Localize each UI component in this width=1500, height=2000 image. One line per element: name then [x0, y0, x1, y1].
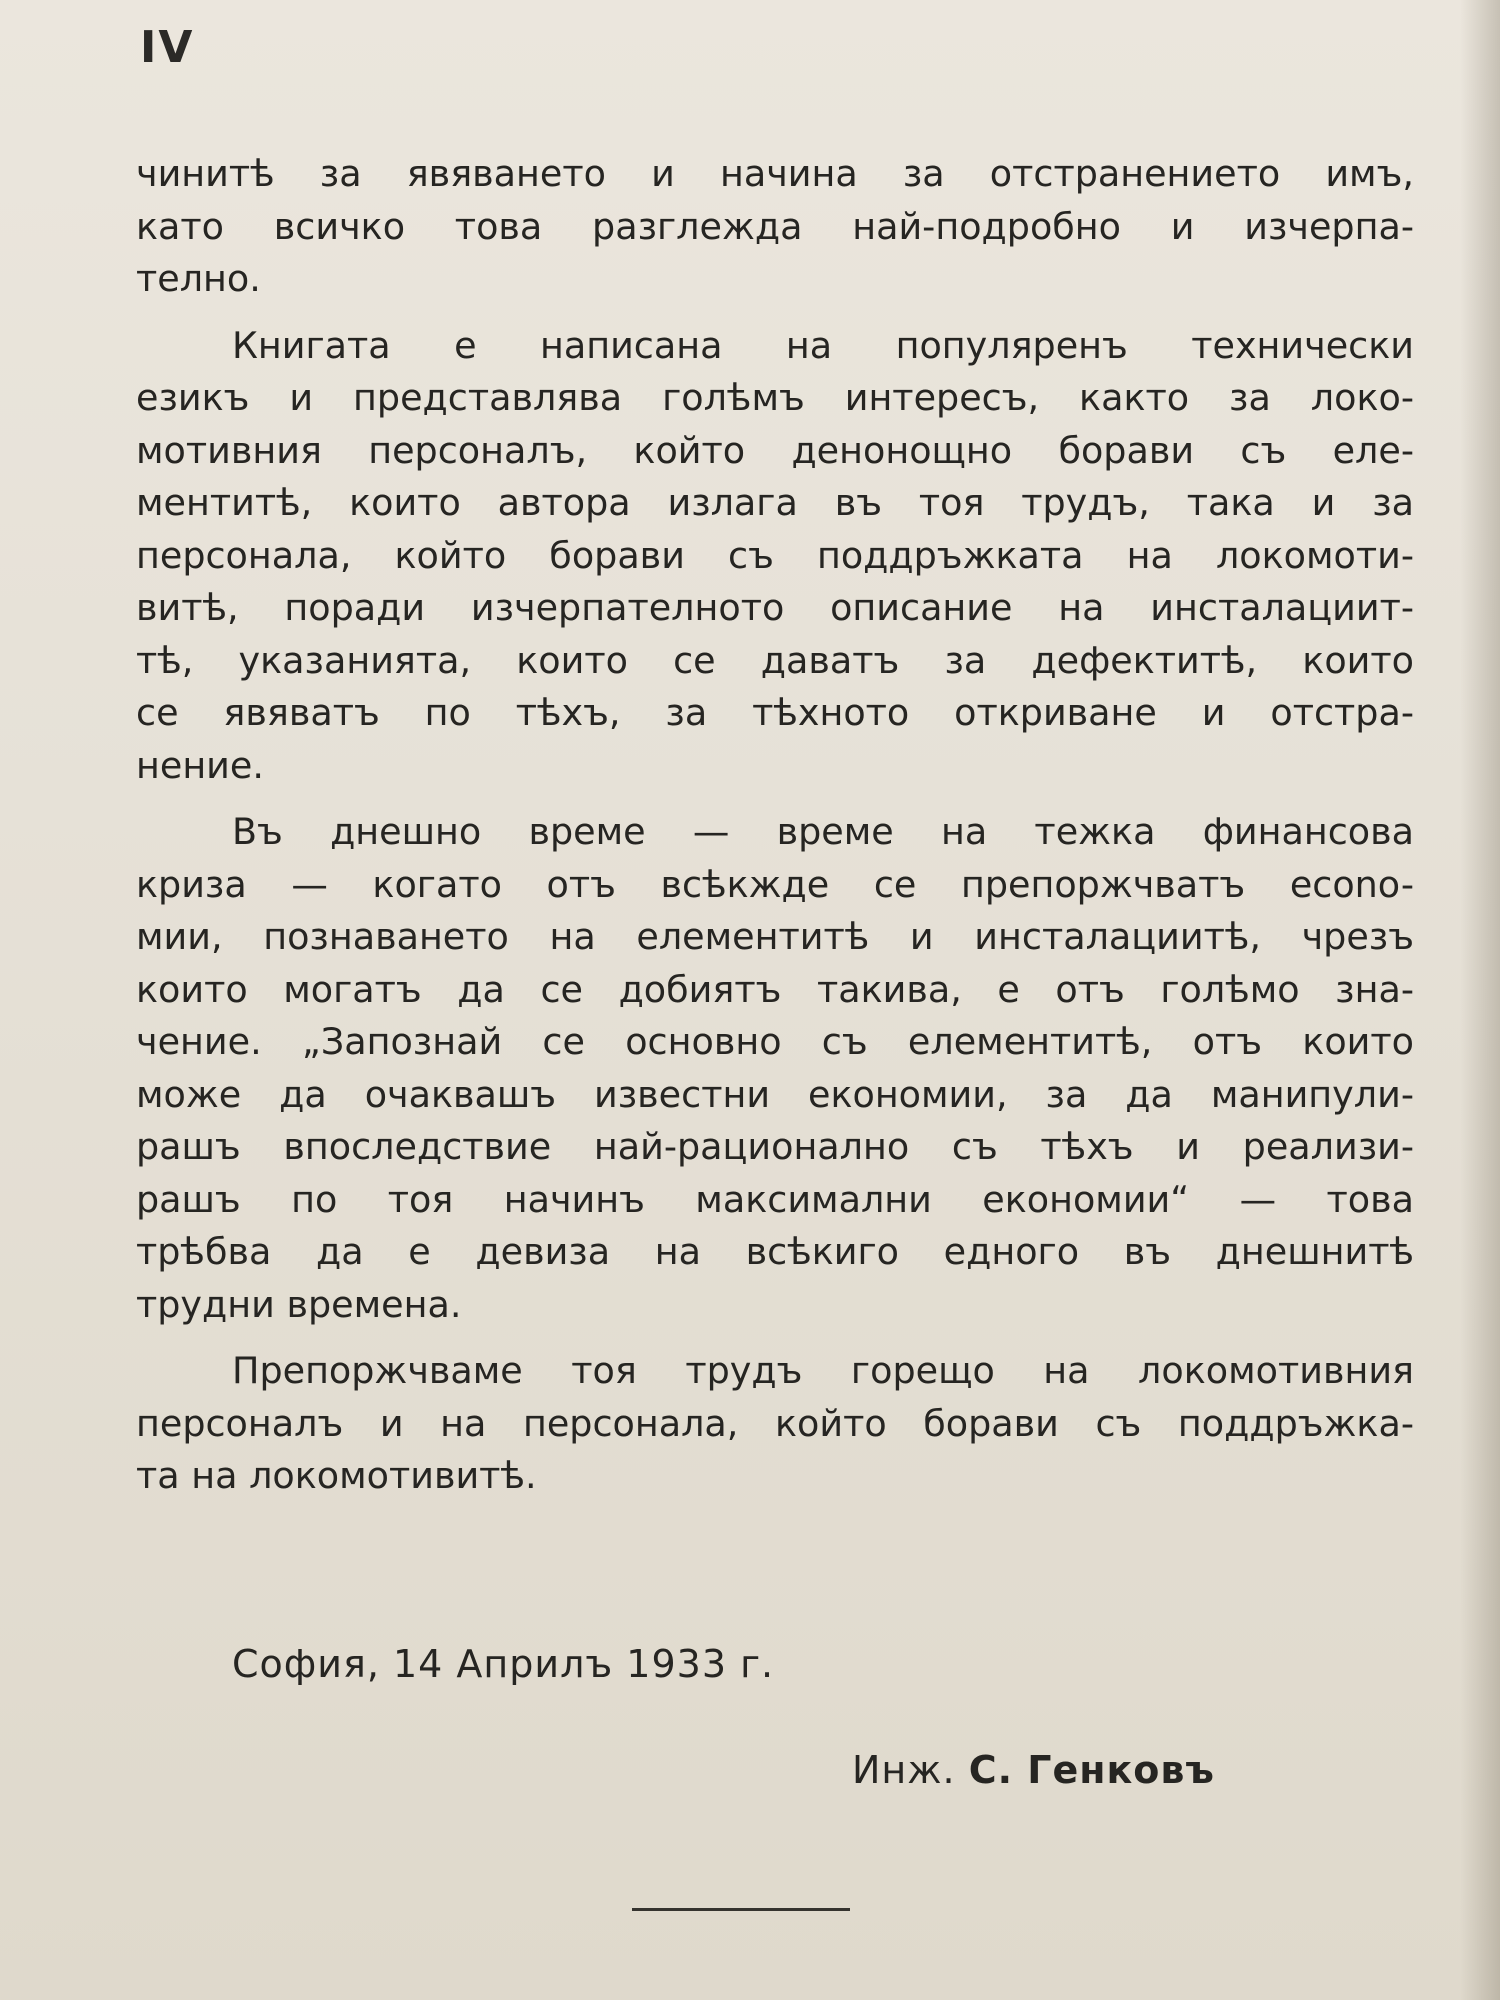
- closing-rule: [632, 1908, 850, 1911]
- text-line: персонала, който борави съ поддръжката на локомоти-: [136, 533, 1414, 577]
- paragraph: [136, 320, 1414, 793]
- signature-prefix: Инж.: [852, 1748, 956, 1792]
- text-line: трѣбва да е девиза на всѣкиго едного въ днешнитѣ: [136, 1230, 1414, 1273]
- paragraph-gap: [136, 306, 1414, 320]
- text-line: рашъ по тоя начинъ максимални економии“ — това: [136, 1177, 1414, 1221]
- signature-name: С. Генковъ: [968, 1748, 1215, 1792]
- paragraph-gap: [136, 1331, 1414, 1345]
- paragraph-gap: [136, 792, 1414, 806]
- paragraph: [136, 1345, 1414, 1503]
- paragraph: [136, 806, 1414, 1331]
- page-number: IV: [140, 22, 195, 73]
- text-line: витѣ, поради изчерпателното описание на инсталациит-: [136, 586, 1414, 629]
- page-edge-shadow: [1460, 0, 1500, 2000]
- text-line: Книгата е написана на популяренъ технически: [232, 323, 1414, 367]
- text-line: ментитѣ, които автора излага въ тоя трудъ, така и за: [136, 481, 1414, 524]
- text-line: телно.: [136, 257, 261, 300]
- text-line: езикъ и представлява голѣмъ интересъ, както за локо-: [136, 376, 1414, 419]
- text-line: се явяватъ по тѣхъ, за тѣхното откриване и отстра-: [136, 691, 1414, 734]
- page-body-text: [136, 148, 1414, 1503]
- text-line: които могатъ да се добиятъ такива, е отъ голѣмо зна-: [136, 967, 1414, 1011]
- text-line: нение.: [136, 743, 264, 787]
- text-line: трудни времена.: [136, 1282, 462, 1326]
- paragraph: [136, 148, 1414, 306]
- text-line: рашъ впоследствие най-рационално съ тѣхъ и реализи-: [136, 1125, 1414, 1168]
- text-line: може да очаквашъ известни економии, за да манипули-: [136, 1072, 1414, 1116]
- text-line: персоналъ и на персонала, който борави съ поддръжка-: [136, 1401, 1414, 1445]
- text-line: тѣ, указанията, които се даватъ за дефектитѣ, които: [136, 638, 1414, 682]
- place-date: София, 14 Априлъ 1933 г.: [232, 1642, 775, 1686]
- text-line: Препоржчваме тоя трудъ горещо на локомотивния: [232, 1349, 1414, 1392]
- text-line: криза — когато отъ всѣкжде се препоржчватъ econo-: [136, 862, 1414, 906]
- text-line: мотивния персоналъ, който денонощно борави съ еле-: [136, 428, 1414, 472]
- signature: [852, 1748, 1215, 1792]
- text-line: та на локомотивитѣ.: [136, 1454, 537, 1497]
- text-line: чинитѣ за явяването и начина за отстранението имъ,: [136, 152, 1414, 195]
- text-line: чение. „Запознай се основно съ елементитѣ, отъ които: [136, 1020, 1414, 1063]
- text-line: мии, познаването на елементитѣ и инсталациитѣ, чрезъ: [136, 915, 1414, 958]
- text-line: като всичко това разглежда най-подробно и изчерпа-: [136, 204, 1414, 248]
- text-line: Въ днешно време — време на тежка финансова: [232, 810, 1414, 853]
